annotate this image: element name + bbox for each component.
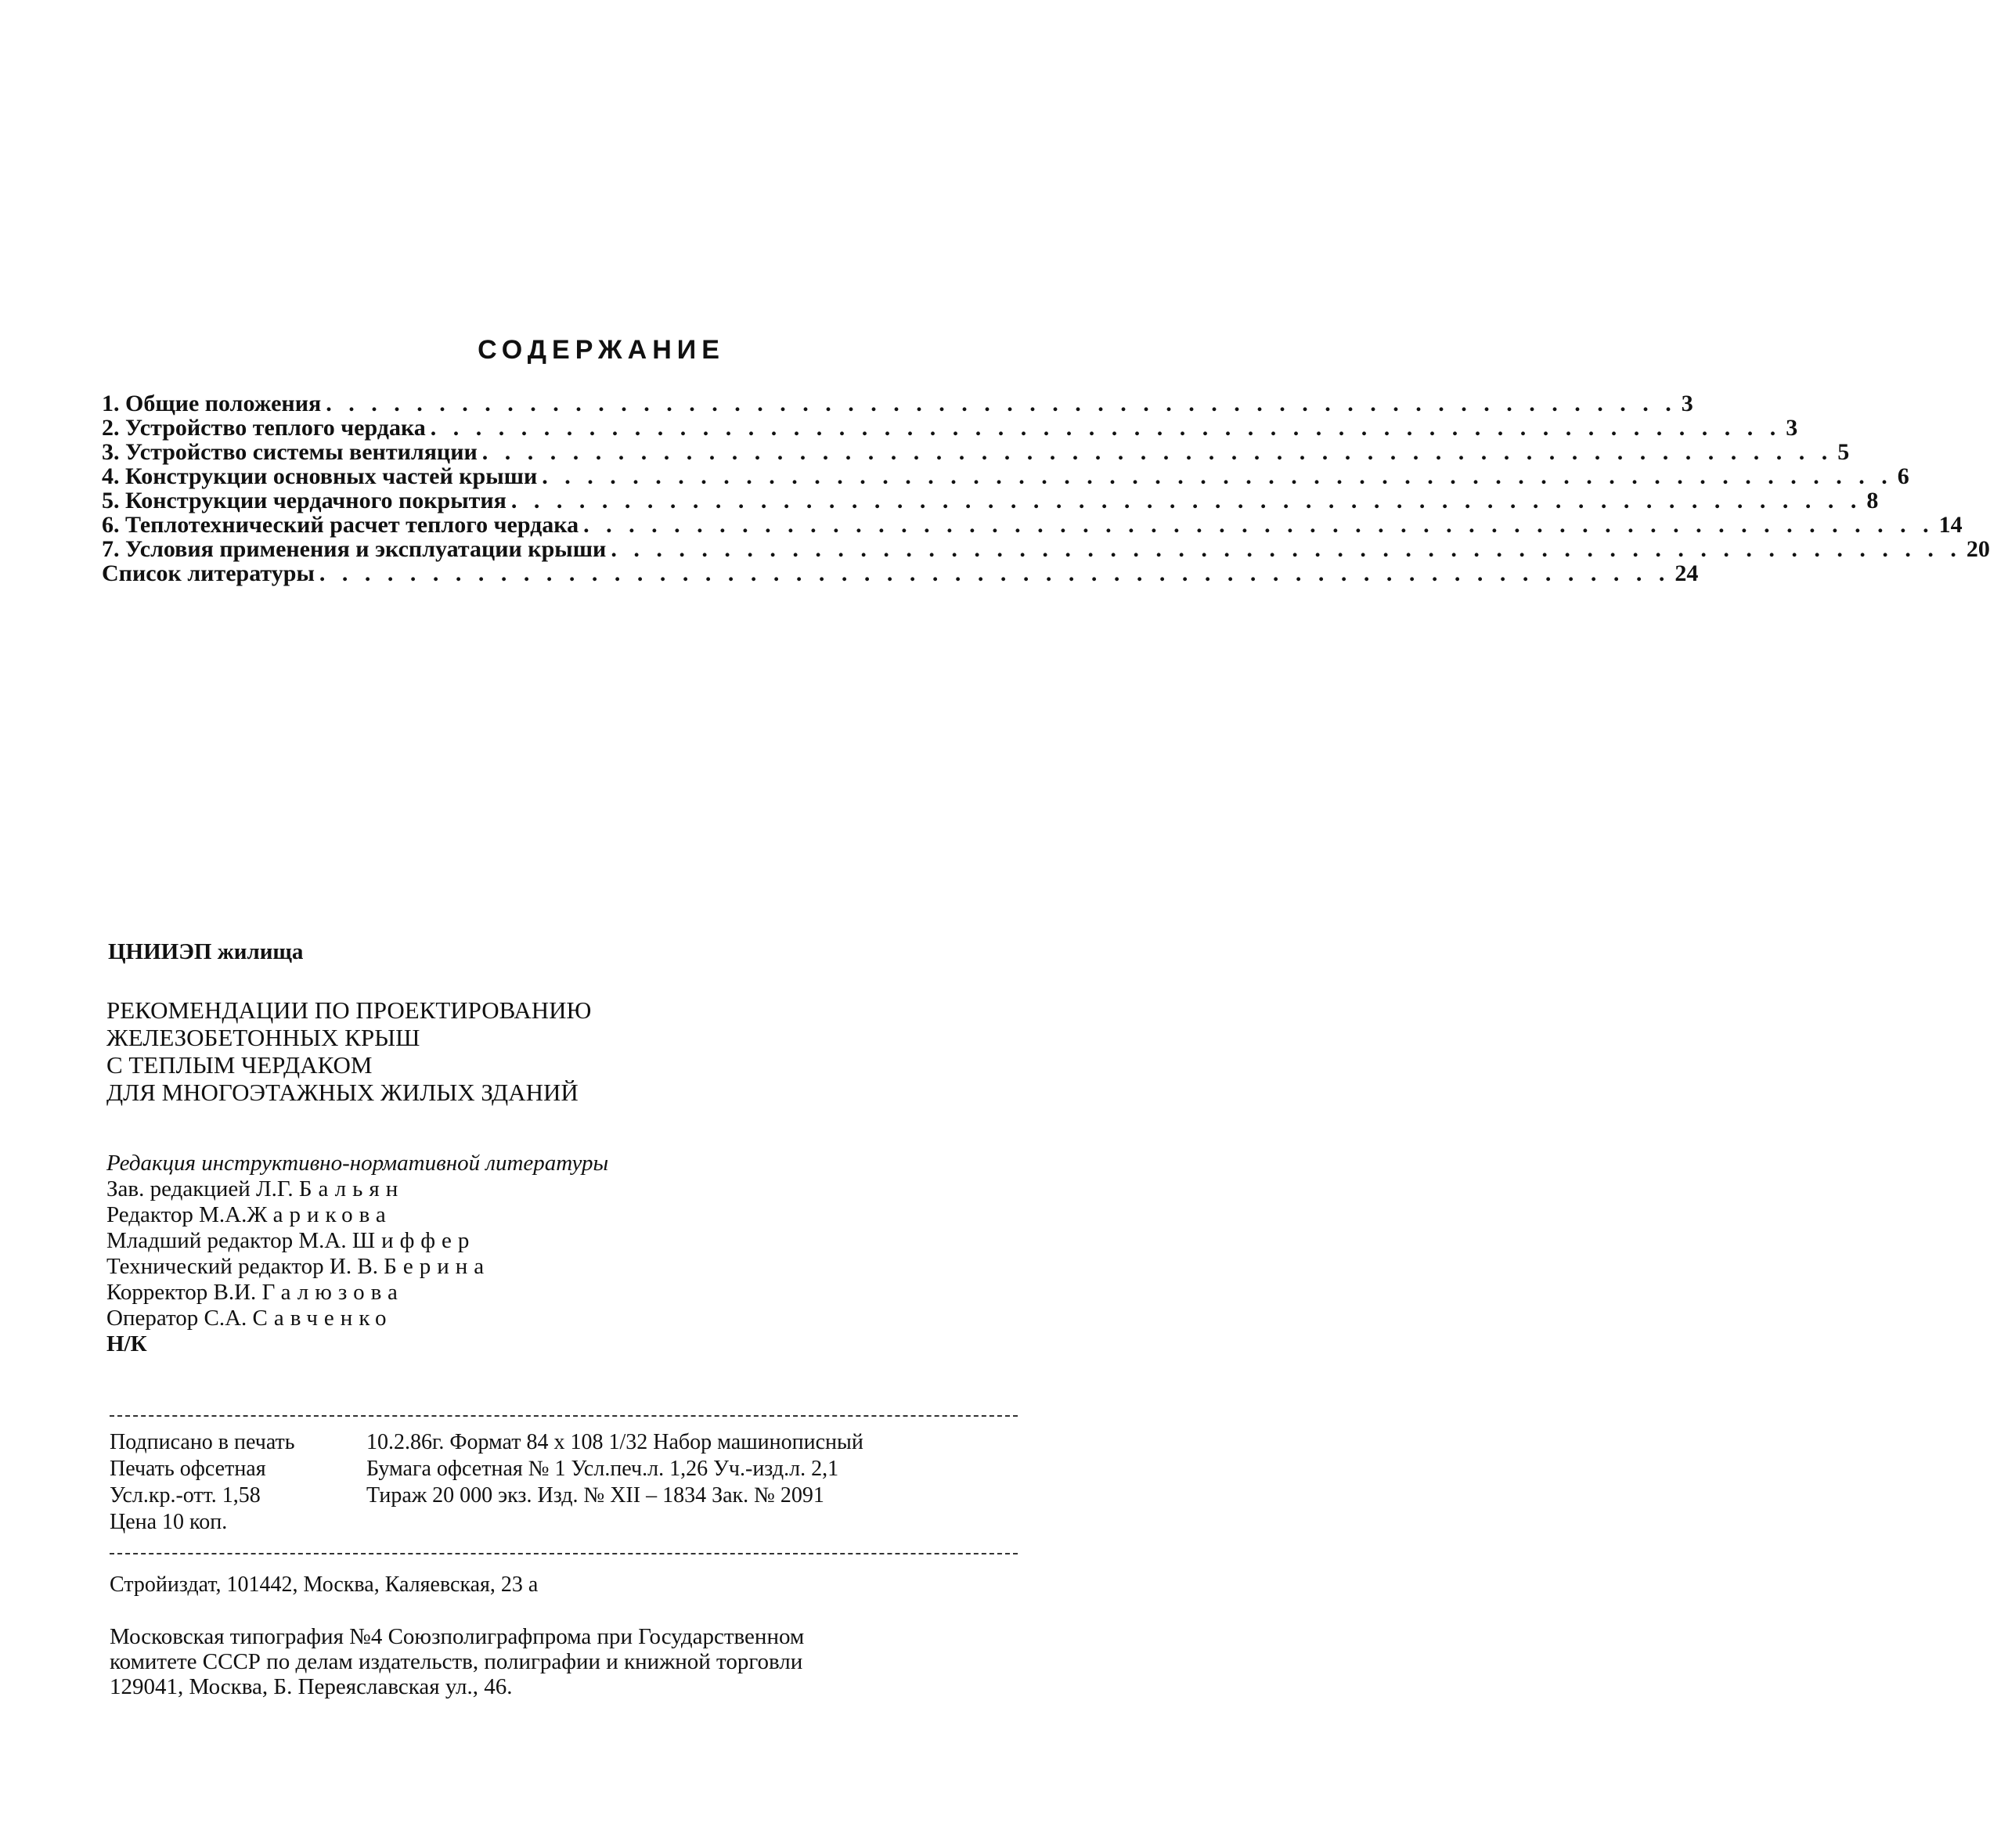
publisher-address: Стройиздат, 101442, Москва, Каляевская, 23 а	[110, 1572, 539, 1597]
credit-role: Технический редактор И. В.	[106, 1254, 378, 1279]
toc-leader: . . . . . . . . . . . . . . . . . . . . . . . . . . . . . . . . . . . . . . . . . . . . . . . . . . . . . . . . . . . .	[611, 536, 1962, 562]
book-title	[106, 996, 889, 1106]
toc-leader: . . . . . . . . . . . . . . . . . . . . . . . . . . . . . . . . . . . . . . . . . . . . . . . . . . . . . . . . . . . .	[326, 391, 1677, 416]
toc-item-page: 14	[1938, 512, 1963, 538]
credit-name: Шиффер	[351, 1228, 476, 1253]
printer-line: комитете СССР по делам издательств, полиграфии и книжной торговли	[110, 1649, 803, 1674]
printer-info	[110, 1624, 1037, 1699]
credit-name: Савченко	[252, 1306, 393, 1331]
credit-role: Редактор М.А.	[106, 1202, 247, 1227]
imprint-label: Усл.кр.-отт. 1,58	[110, 1483, 261, 1508]
imprint-label: Подписано в печать	[110, 1430, 295, 1454]
credit-line	[106, 1280, 968, 1306]
credit-line	[106, 1202, 968, 1228]
imprint-value: 10.2.86г. Формат 84 х 108 1/32 Набор машинописный	[366, 1430, 863, 1454]
edition-name: Редакция инструктивно-нормативной литературы	[106, 1151, 609, 1176]
credit-role: Зав. редакцией Л.Г.	[106, 1176, 294, 1201]
toc-leader: . . . . . . . . . . . . . . . . . . . . . . . . . . . . . . . . . . . . . . . . . . . . . . . . . . . . . . . . . . . .	[542, 463, 1893, 489]
nk-mark: Н/К	[106, 1331, 147, 1356]
imprint-block	[110, 1429, 1049, 1536]
imprint-price: Цена 10 коп.	[110, 1510, 228, 1534]
book-title-line: ДЛЯ МНОГОЭТАЖНЫХ ЖИЛЫХ ЗДАНИЙ	[106, 1079, 579, 1106]
toc-item	[102, 512, 1963, 538]
toc-leader: . . . . . . . . . . . . . . . . . . . . . . . . . . . . . . . . . . . . . . . . . . . . . . . . . . . . . . . . . . . .	[510, 488, 1862, 513]
credit-name: Галюзова	[261, 1280, 404, 1305]
toc-item-label: 7. Условия применения и эксплуатации крыши	[102, 536, 607, 562]
book-title-line: С ТЕПЛЫМ ЧЕРДАКОМ	[106, 1051, 373, 1079]
imprint-row	[110, 1456, 1049, 1482]
toc-item-label: 4. Конструкции основных частей крыши	[102, 463, 538, 489]
toc-item	[102, 488, 1879, 513]
toc-item-page: 3	[1786, 415, 1798, 441]
toc-item-label: 1. Общие положения	[102, 391, 322, 416]
credit-role: Корректор В.И.	[106, 1280, 257, 1305]
toc-item	[102, 439, 1850, 465]
imprint-value: Тираж 20 000 экз. Изд. № XII – 1834 Зак. № 2091	[366, 1483, 824, 1508]
toc-item	[102, 391, 1693, 416]
toc-item-page: 8	[1866, 488, 1879, 513]
contents-title: СОДЕРЖАНИЕ	[478, 335, 725, 365]
toc-item-page: 3	[1681, 391, 1693, 416]
toc-item	[102, 560, 1699, 586]
toc-item-page: 20	[1966, 536, 1990, 562]
table-of-contents	[102, 391, 1990, 586]
imprint-row	[110, 1429, 1049, 1456]
divider	[110, 1553, 1018, 1554]
printer-line: 129041, Москва, Б. Переяславская ул., 46.	[110, 1674, 513, 1699]
toc-item-page: 24	[1675, 560, 1699, 586]
credit-name: Бальян	[298, 1176, 405, 1201]
credit-line	[106, 1176, 968, 1202]
toc-leader: . . . . . . . . . . . . . . . . . . . . . . . . . . . . . . . . . . . . . . . . . . . . . . . . . . . . . . . . . . . .	[583, 512, 1934, 538]
toc-item-page: 6	[1897, 463, 1909, 489]
toc-item-label: Список литературы	[102, 560, 315, 586]
book-title-line: ЖЕЛЕЗОБЕТОННЫХ КРЫШ	[106, 1024, 420, 1051]
toc-item-label: 5. Конструкции чердачного покрытия	[102, 488, 507, 513]
credit-role: Младший редактор М.А.	[106, 1228, 347, 1253]
credit-name: Берина	[384, 1254, 491, 1279]
toc-leader: . . . . . . . . . . . . . . . . . . . . . . . . . . . . . . . . . . . . . . . . . . . . . . . . . . . . . . . . . . . .	[430, 415, 1782, 441]
toc-item-page: 5	[1837, 439, 1850, 465]
toc-item	[102, 463, 1909, 489]
divider	[110, 1415, 1018, 1417]
printer-line: Московская типография №4 Союзполиграфпрома при Государственном	[110, 1624, 805, 1649]
toc-item-label: 3. Устройство системы вентиляции	[102, 439, 478, 465]
toc-leader: . . . . . . . . . . . . . . . . . . . . . . . . . . . . . . . . . . . . . . . . . . . . . . . . . . . . . . . . . . . .	[319, 560, 1671, 586]
credit-line	[106, 1306, 968, 1331]
imprint-row	[110, 1482, 1049, 1509]
imprint-label: Печать офсетная	[110, 1457, 266, 1481]
book-title-line: РЕКОМЕНДАЦИИ ПО ПРОЕКТИРОВАНИЮ	[106, 996, 592, 1024]
imprint-value: Бумага офсетная № 1 Усл.печ.л. 1,26 Уч.-изд.л. 2,1	[366, 1457, 839, 1481]
toc-leader: . . . . . . . . . . . . . . . . . . . . . . . . . . . . . . . . . . . . . . . . . . . . . . . . . . . . . . . . . . . .	[481, 439, 1833, 465]
toc-item	[102, 536, 1990, 562]
institute-name: ЦНИИЭП жилища	[108, 939, 304, 964]
credit-line	[106, 1254, 968, 1280]
credit-name: Жарикова	[247, 1202, 392, 1227]
credits-block	[106, 1151, 968, 1357]
toc-item-label: 2. Устройство теплого чердака	[102, 415, 426, 441]
toc-item-label: 6. Теплотехнический расчет теплого чердака	[102, 512, 579, 538]
toc-item	[102, 415, 1798, 441]
credit-role: Оператор С.А.	[106, 1306, 247, 1331]
credit-line	[106, 1228, 968, 1254]
